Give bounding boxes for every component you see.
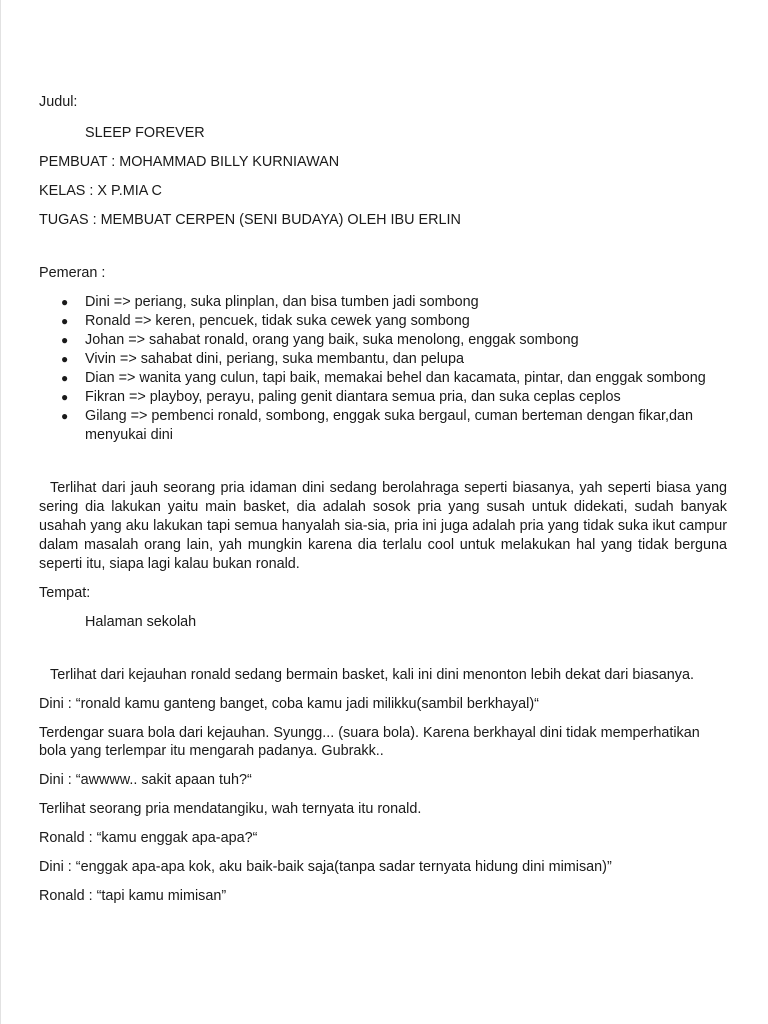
cast-list (39, 293, 729, 445)
cast-item: ● Ronald => keren, pencuek, tidak suka cewek yang sombong (61, 313, 470, 329)
bullet-icon: ● (61, 390, 69, 404)
bullet-icon: ● (61, 314, 69, 328)
dialog-line: Ronald : “kamu enggak apa-apa?“ (39, 830, 258, 846)
judul-label: Judul: (39, 94, 78, 110)
bullet-icon: ● (61, 409, 69, 423)
dialog-line: Dini : “ronald kamu ganteng banget, coba kamu jadi milikku(sambil berkhayal)“ (39, 696, 539, 712)
dialog-line: Dini : “enggak apa-apa kok, aku baik-baik saja(tanpa sadar ternyata hidung dini mimisan)” (39, 859, 612, 875)
assignment-line: TUGAS : MEMBUAT CERPEN (SENI BUDAYA) OLEH IBU ERLIN (39, 212, 461, 228)
cast-item: ● Vivin => sahabat dini, periang, suka membantu, dan pelupa (61, 351, 464, 367)
cast-item: ● Dian => wanita yang culun, tapi baik, memakai behel dan kacamata, pintar, dan enggak sombong (61, 370, 706, 386)
dialog-line: Ronald : “tapi kamu mimisan” (39, 888, 227, 904)
place-label: Tempat: (39, 585, 91, 601)
document-content (39, 93, 729, 916)
cast-item: ● Dini => periang, suka plinplan, dan bisa tumben jadi sombong (61, 294, 479, 310)
cast-item: ● Fikran => playboy, perayu, paling genit diantara semua pria, dan suka ceplas ceplos (61, 389, 621, 405)
place-value: Halaman sekolah (85, 614, 197, 630)
bullet-icon: ● (61, 352, 69, 366)
scene-intro: Terlihat dari kejauhan ronald sedang bermain basket, kali ini dini menonton lebih dekat dari biasanya. (50, 667, 694, 683)
dialog-line: Dini : “awwww.. sakit apaan tuh?“ (39, 772, 252, 788)
author-line: PEMBUAT : MOHAMMAD BILLY KURNIAWAN (39, 154, 340, 170)
class-line: KELAS : X P.MIA C (39, 183, 162, 199)
cast-item: ● Gilang => pembenci ronald, sombong, enggak suka bergaul, cuman berteman dengan fikar,dan menyukai dini (61, 408, 694, 443)
bullet-icon: ● (61, 333, 69, 347)
story-paragraph: Terlihat dari jauh seorang pria idaman dini sedang berolahraga seperti biasanya, yah seperti biasa yang sering dia lakukan yaitu main basket, dia adalah sosok pria yang susah untuk didekati, sudah banyak usahah yang aku lakukan tapi semua hanyalah sia-sia, pria ini juga adalah pria yang tidak suka ikut campur dalam masalah orang lain, yah mungkin karena dia terlalu cool untuk melakukan hal yang tidak berguna seperti itu, siapa lagi kalau bukan ronald. (39, 480, 727, 572)
story-title: SLEEP FOREVER (85, 125, 205, 141)
cast-label: Pemeran : (39, 265, 106, 281)
narration-line: Terlihat seorang pria mendatangiku, wah ternyata itu ronald. (39, 801, 422, 817)
narration-line: Terdengar suara bola dari kejauhan. Syungg... (suara bola). Karena berkhayal dini tidak memperhatikan bola yang terlempar itu mengarah padanya. Gubrakk.. (39, 725, 700, 759)
bullet-icon: ● (61, 371, 69, 385)
cast-item: ● Johan => sahabat ronald, orang yang baik, suka menolong, enggak sombong (61, 332, 579, 348)
bullet-icon: ● (61, 295, 69, 309)
